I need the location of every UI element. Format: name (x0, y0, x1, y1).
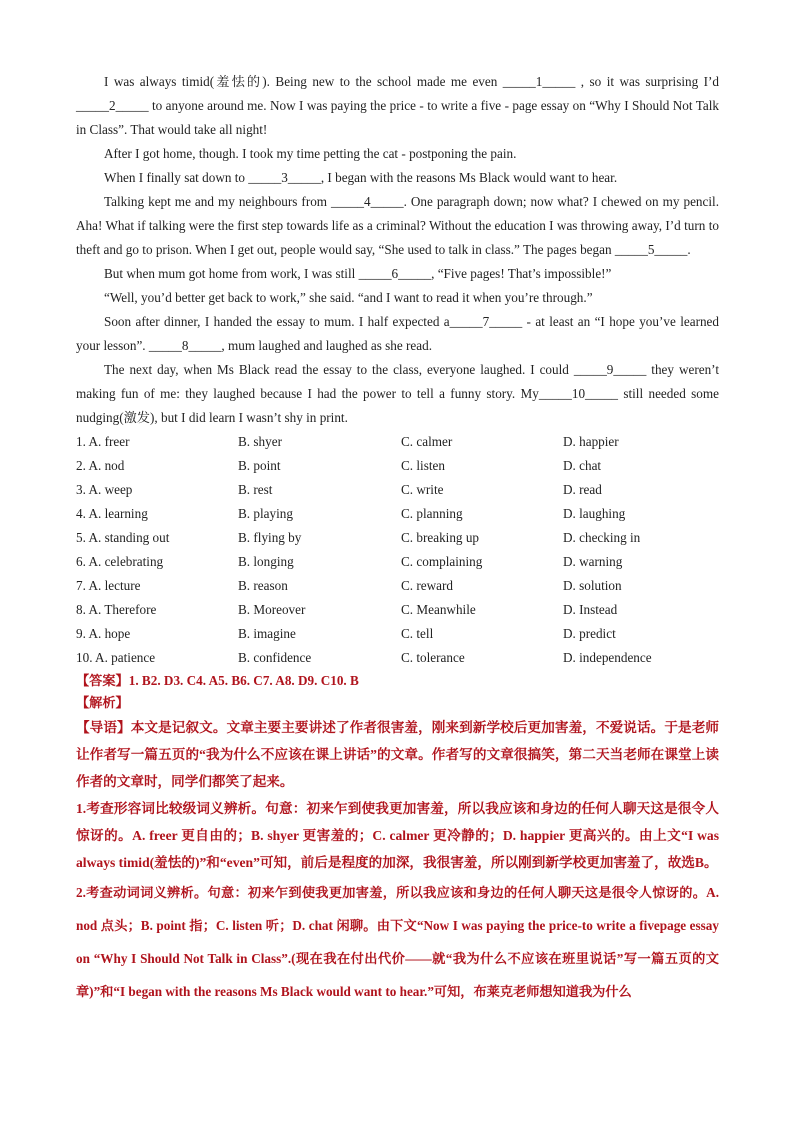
passage (76, 70, 719, 430)
passage-paragraph: I was always timid(羞怯的). Being new to the school made me even _____1_____ , so it was surprising I’d _____2_____ to anyone around me. Now I was paying the price - to write a five - page essay on “Why I Should Not Talk in Class”. That would take all night! (76, 74, 719, 137)
option-c: C. complaining (401, 554, 483, 569)
option-a: 6. A. celebrating (76, 554, 164, 569)
option-row (76, 646, 719, 670)
option-b: B. playing (238, 506, 293, 521)
option-a: 1. A. freer (76, 434, 130, 449)
option-row (76, 598, 719, 622)
option-c: C. calmer (401, 434, 453, 449)
option-c: C. write (401, 482, 444, 497)
option-b: B. reason (238, 578, 288, 593)
option-row (76, 454, 719, 478)
option-d: D. predict (563, 626, 616, 641)
explanation-2: 2.考查动词词义辨析。句意：初来乍到使我更加害羞，所以我应该和身边的任何人聊天这是很令人惊讶的。A. nod 点头；B. point 指；C. listen 听；D. chat 闲聊。由下文“Now I was paying the price-to write a fivepage essay on “Why I Should Not Talk in Class”.(现在我在付出代价——就“我为什么不应该在班里说话”写一篇五页的文章)”和“I began with the reasons Ms Black would want to hear.”可知，布莱克老师想知道我为什么 (76, 885, 719, 999)
option-c: C. tell (401, 626, 434, 641)
passage-paragraph: After I got home, though. I took my time petting the cat - postponing the pain. (104, 146, 517, 161)
passage-paragraph: But when mum got home from work, I was still _____6_____, “Five pages! That’s impossible!” (104, 266, 612, 281)
option-row (76, 478, 719, 502)
option-c: C. tolerance (401, 650, 465, 665)
option-d: D. chat (563, 458, 602, 473)
option-b: B. shyer (238, 434, 282, 449)
option-b: B. rest (238, 482, 273, 497)
option-row (76, 574, 719, 598)
passage-paragraph: When I finally sat down to _____3_____, I began with the reasons Ms Black would want to hear. (104, 170, 618, 185)
option-b: B. imagine (238, 626, 296, 641)
option-a: 9. A. hope (76, 626, 131, 641)
answer-section (76, 670, 719, 1008)
worksheet-page (76, 70, 719, 1008)
option-b: B. longing (238, 554, 294, 569)
option-a: 7. A. lecture (76, 578, 141, 593)
option-d: D. laughing (563, 506, 626, 521)
option-a: 8. A. Therefore (76, 602, 157, 617)
option-a: 2. A. nod (76, 458, 125, 473)
option-a: 10. A. patience (76, 650, 156, 665)
option-row (76, 622, 719, 646)
option-row (76, 550, 719, 574)
option-d: D. warning (563, 554, 623, 569)
option-d: D. checking in (563, 530, 641, 545)
analysis-heading: 【解析】 (76, 695, 129, 710)
option-a: 5. A. standing out (76, 530, 170, 545)
option-d: D. independence (563, 650, 652, 665)
option-d: D. Instead (563, 602, 618, 617)
passage-paragraph: Talking kept me and my neighbours from _____4_____. One paragraph down; now what? I chewed on my pencil. Aha! What if talking were the first step towards life as a criminal? Without the education I was throwing away, I’d turn to theft and go to prison. When I get out, people would say, “She used to talk in class.” The pages began _____5_____. (76, 194, 719, 257)
option-b: B. flying by (238, 530, 302, 545)
answer-key: 【答案】1. B2. D3. C4. A5. B6. C7. A8. D9. C10. B (76, 673, 359, 688)
passage-intro: 【导语】本文是记叙文。文章主要主要讲述了作者很害羞，刚来到新学校后更加害羞，不爱说话。于是老师让作者写一篇五页的“我为什么不应该在课上讲话”的文章。作者写的文章很搞笑，第二天当老师在课堂上读作者的文章时，同学们都笑了起来。 (76, 720, 719, 789)
option-a: 4. A. learning (76, 506, 148, 521)
option-c: C. planning (401, 506, 463, 521)
option-b: B. confidence (238, 650, 312, 665)
option-row (76, 430, 719, 454)
option-d: D. read (563, 482, 602, 497)
option-c: C. reward (401, 578, 453, 593)
passage-paragraph: Soon after dinner, I handed the essay to mum. I half expected a_____7_____ - at least an “I hope you’ve learned your lesson”. _____8_____, mum laughed and laughed as she read. (76, 314, 719, 353)
option-d: D. happier (563, 434, 619, 449)
option-b: B. Moreover (238, 602, 306, 617)
option-c: C. Meanwhile (401, 602, 476, 617)
option-b: B. point (238, 458, 281, 473)
passage-paragraph: “Well, you’d better get back to work,” she said. “and I want to read it when you’re through.” (104, 290, 593, 305)
passage-paragraph: The next day, when Ms Black read the essay to the class, everyone laughed. I could _____9_____ they weren’t making fun of me: they laughed because I had the power to tell a funny story. My_____10_____ still needed some nudging(激发), but I did learn I wasn’t shy in print. (76, 362, 719, 425)
option-a: 3. A. weep (76, 482, 133, 497)
option-d: D. solution (563, 578, 622, 593)
option-c: C. listen (401, 458, 445, 473)
option-row (76, 502, 719, 526)
answer-options (76, 430, 719, 670)
option-row (76, 526, 719, 550)
option-c: C. breaking up (401, 530, 480, 545)
explanation-1: 1.考查形容词比较级词义辨析。句意：初来乍到使我更加害羞，所以我应该和身边的任何人聊天这是很令人惊讶的。A. freer 更自由的；B. shyer 更害羞的；C. calmer 更冷静的；D. happier 更高兴的。由上文“I was always timid(羞怯的)”和“even”可知，前后是程度的加深，我很害羞，所以刚到新学校更加害羞了，故选B。 (76, 801, 719, 870)
